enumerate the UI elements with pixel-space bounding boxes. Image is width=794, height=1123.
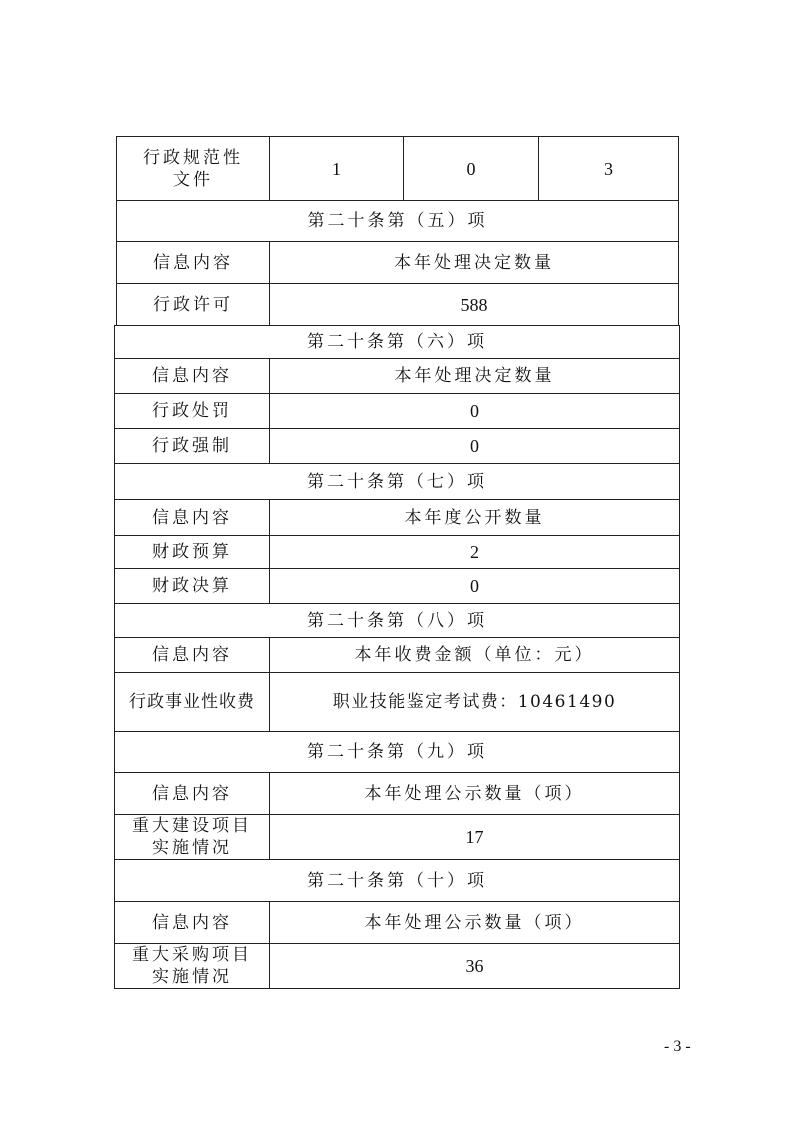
row-label: 行政许可	[117, 284, 270, 326]
section-header: 第二十条第（八）项	[115, 604, 680, 638]
column-header-quantity: 本年处理公示数量（项）	[270, 773, 680, 815]
row-value: 0	[270, 394, 680, 429]
row-label: 财政决算	[115, 569, 270, 604]
table-row	[115, 394, 680, 429]
column-header-info: 信息内容	[115, 638, 270, 673]
section-header-row	[115, 326, 680, 359]
row-value: 17	[270, 815, 680, 860]
table-row	[117, 137, 679, 201]
table-row	[115, 429, 680, 464]
column-header-info: 信息内容	[115, 902, 270, 944]
page-number: - 3 -	[664, 1038, 691, 1055]
section-header-row	[115, 604, 680, 638]
section-header-row	[117, 201, 679, 242]
table-row	[115, 536, 680, 569]
cell-value: 1	[270, 137, 404, 201]
column-header-quantity: 本年处理决定数量	[270, 242, 679, 284]
column-header-row	[115, 359, 680, 394]
column-header-quantity: 本年度公开数量	[270, 500, 680, 536]
column-header-row	[115, 638, 680, 673]
section-header: 第二十条第（七）项	[115, 464, 680, 500]
section-header-row	[115, 860, 680, 902]
section-header: 第二十条第（六）项	[115, 326, 680, 359]
table-row	[115, 673, 680, 732]
row-label: 重大采购项目 实施情况	[115, 944, 270, 989]
row-label: 行政处罚	[115, 394, 270, 429]
row-value: 0	[270, 569, 680, 604]
section-header: 第二十条第（十）项	[115, 860, 680, 902]
section-header-row	[115, 732, 680, 773]
section-header-row	[115, 464, 680, 500]
table-main	[114, 325, 680, 989]
column-header-info: 信息内容	[115, 773, 270, 815]
section-header: 第二十条第（五）项	[117, 201, 679, 242]
row-label-normative-docs: 行政规范性 文件	[117, 137, 270, 201]
table-row	[115, 569, 680, 604]
cell-value: 0	[404, 137, 539, 201]
row-value: 2	[270, 536, 680, 569]
column-header-row	[117, 242, 679, 284]
table-top	[116, 136, 679, 326]
cell-value: 3	[539, 137, 679, 201]
section-header: 第二十条第（九）项	[115, 732, 680, 773]
row-value: 0	[270, 429, 680, 464]
row-label: 财政预算	[115, 536, 270, 569]
row-label: 行政事业性收费	[115, 673, 270, 732]
row-label: 行政强制	[115, 429, 270, 464]
row-value: 36	[270, 944, 680, 989]
column-header-amount: 本年收费金额（单位：元）	[270, 638, 680, 673]
column-header-row	[115, 902, 680, 944]
column-header-info: 信息内容	[115, 359, 270, 394]
row-value: 588	[270, 284, 679, 326]
table-row	[115, 944, 680, 989]
column-header-row	[115, 773, 680, 815]
row-value: 职业技能鉴定考试费：10461490	[270, 673, 680, 732]
table-row	[117, 284, 679, 326]
row-label: 重大建设项目 实施情况	[115, 815, 270, 860]
column-header-row	[115, 500, 680, 536]
column-header-quantity: 本年处理公示数量（项）	[270, 902, 680, 944]
column-header-quantity: 本年处理决定数量	[270, 359, 680, 394]
column-header-info: 信息内容	[117, 242, 270, 284]
table-row	[115, 815, 680, 860]
column-header-info: 信息内容	[115, 500, 270, 536]
